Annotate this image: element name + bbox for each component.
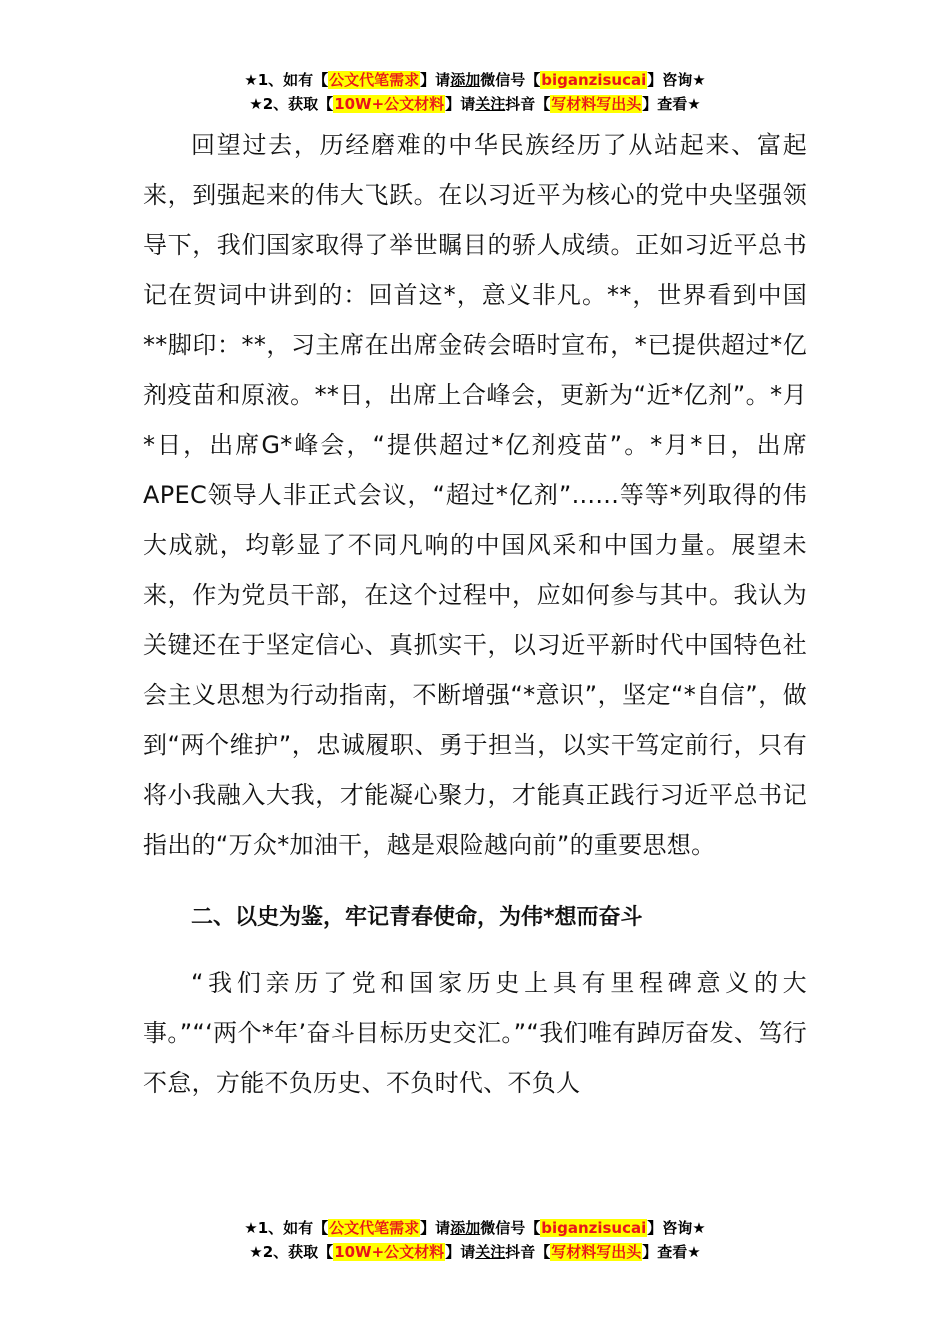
document-body (143, 120, 807, 1108)
highlight-materials: 10W+公文材料 (334, 95, 445, 113)
body-paragraph-1: 回望过去，历经磨难的中华民族经历了从站起来、富起来，到强起来的伟大飞跃。在以习近平为核心的党中央坚强领导下，我们国家取得了举世瞩目的骄人成绩。正如习近平总书记在贺词中讲到的：回首这*，意义非凡。**，世界看到中国**脚印：**，习主席在出席金砖会晤时宣布，*已提供超过*亿剂疫苗和原液。**日，出席上合峰会，更新为“近*亿剂”。*月*日，出席G*峰会，“提供超过*亿剂疫苗”。*月*日，出席APEC领导人非正式会议，“超过*亿剂”......等等*列取得的伟大成就，均彰显了不同凡响的中国风采和中国力量。展望未来，作为党员干部，在这个过程中，应如何参与其中。我认为关键还在于坚定信心、真抓实干，以习近平新时代中国特色社会主义思想为行动指南，不断增强“*意识”，坚定“*自信”，做到“两个维护”，忠诚履职、勇于担当，以实干笃定前行，只有将小我融入大我，才能凝心聚力，才能真正践行习近平总书记指出的“万众*加油干，越是艰险越向前”的重要思想。 (143, 131, 807, 859)
underlined-add: 添加 (450, 1219, 481, 1237)
footer-promo-banner (0, 1216, 950, 1264)
promo-line-2: ★2、获取【10W+公文材料】请关注抖音【写材料写出头】查看★ (249, 95, 701, 113)
promo-line-2: ★2、获取【10W+公文材料】请关注抖音【写材料写出头】查看★ (249, 1243, 701, 1261)
section-heading-2: 二、以史为鉴，牢记青春使命，为伟*想而奋斗 (191, 905, 643, 930)
highlight-service: 公文代笔需求 (329, 1219, 420, 1237)
underlined-add: 添加 (450, 71, 481, 89)
highlight-wechat-id: biganzisucai (541, 1219, 647, 1237)
highlight-materials: 10W+公文材料 (334, 1243, 445, 1261)
body-paragraph-2: “我们亲历了党和国家历史上具有里程碑意义的大事。”“‘两个*年’奋斗目标历史交汇。”“我们唯有踔厉奋发、笃行不怠，方能不负历史、不负时代、不负人 (143, 969, 807, 1097)
underlined-follow: 关注 (475, 95, 506, 113)
highlight-douyin-account: 写材料写出头 (551, 95, 642, 113)
promo-line-1: ★1、如有【公文代笔需求】请添加微信号【biganzisucai】咨询★ (244, 1219, 706, 1237)
promo-line-1: ★1、如有【公文代笔需求】请添加微信号【biganzisucai】咨询★ (244, 71, 706, 89)
underlined-follow: 关注 (475, 1243, 506, 1261)
highlight-wechat-id: biganzisucai (541, 71, 647, 89)
highlight-service: 公文代笔需求 (329, 71, 420, 89)
highlight-douyin-account: 写材料写出头 (551, 1243, 642, 1261)
header-promo-banner (0, 68, 950, 116)
